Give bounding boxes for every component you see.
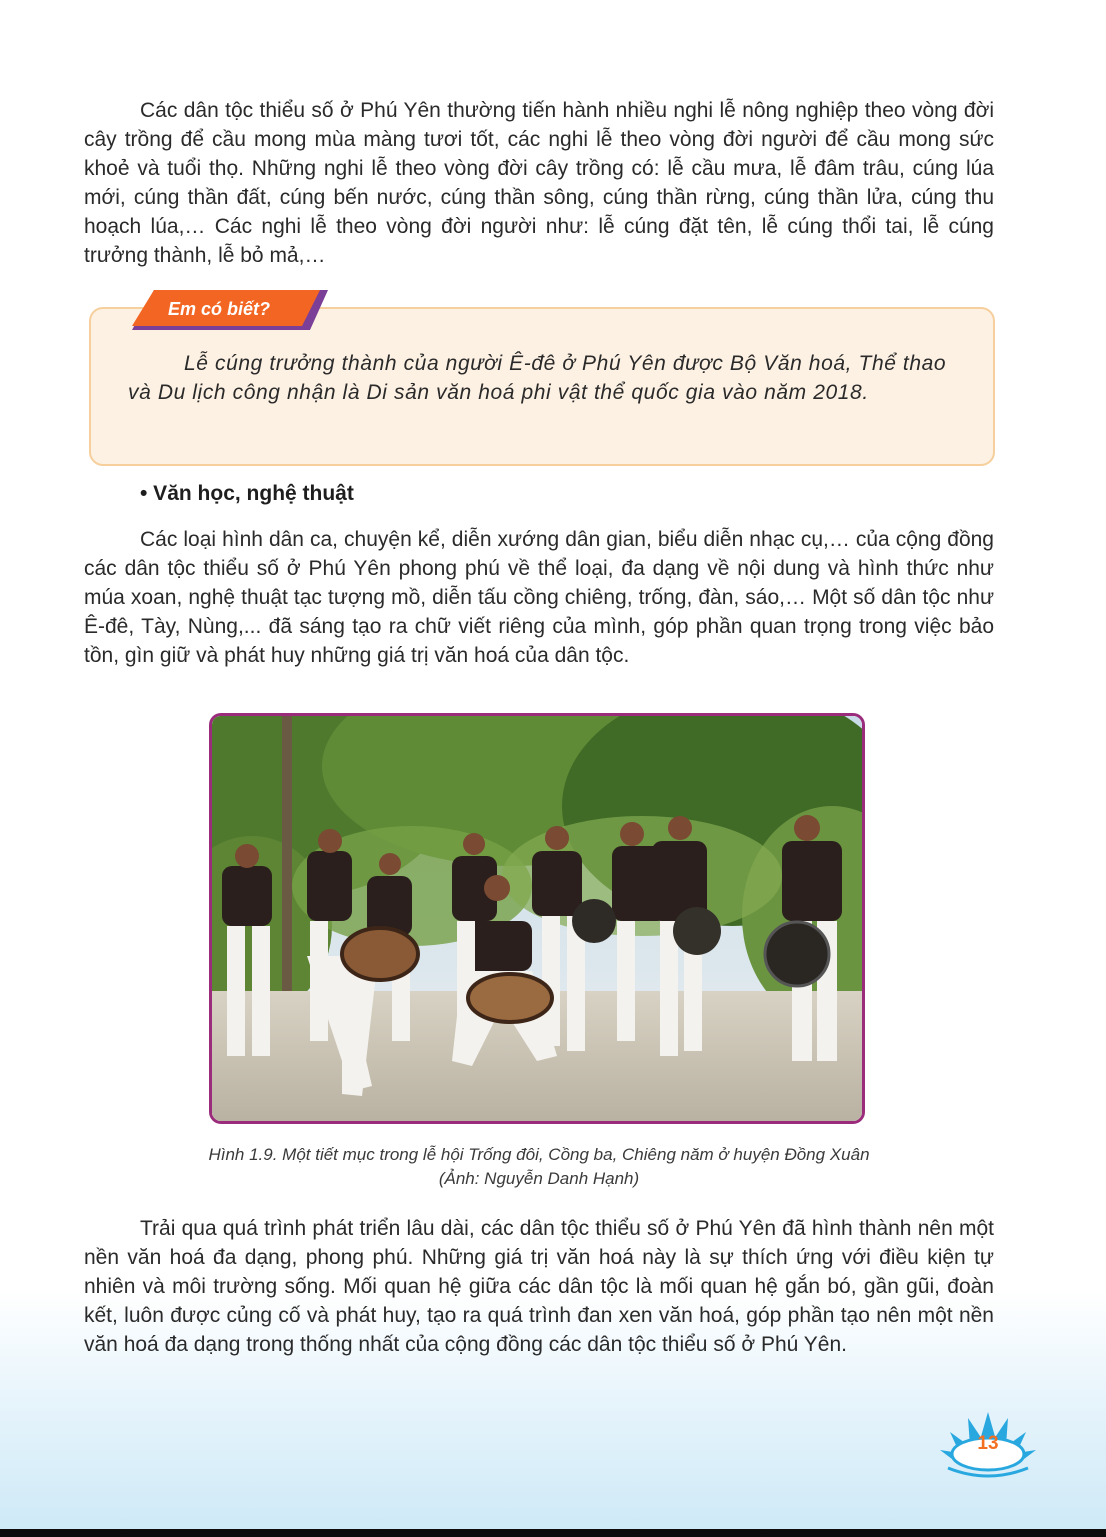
- intro-paragraph: Các dân tộc thiểu số ở Phú Yên thường tiến hành nhiều nghi lễ nông nghiệp theo vòng đời cây trồng để cầu mong mùa màng tươi tốt, các nghi lễ theo vòng đời người để cầu mong sức khoẻ và tuổi thọ. Những nghi lễ theo vòng đời cây trồng có: lễ cầu mưa, lễ đâm trâu, cúng lúa mới, cúng thần đất, cúng bến nước, cúng thần sông, cúng thần rừng, cúng thần lửa, cúng thu hoạch lúa,… Các nghi lễ theo vòng đời người như: lễ cúng đặt tên, lễ cúng thổi tai, lễ cúng trưởng thành, lễ bỏ mả,…: [84, 99, 994, 267]
- conclusion-paragraph: Trải qua quá trình phát triển lâu dài, các dân tộc thiểu số ở Phú Yên đã hình thành nên một nền văn hoá đa dạng, phong phú. Những giá trị văn hoá này là sự thích ứng với điều kiện tự nhiên và môi trường sống. Mối quan hệ giữa các dân tộc là mối quan hệ gắn bó, gần gũi, đoàn kết, luôn được củng cố và phát huy, tạo ra quá trình đan xen văn hoá, góp phần tạo nên một nền văn hoá đa dạng trong thống nhất của cộng đồng các dân tộc thiểu số ở Phú Yên.: [84, 1217, 994, 1356]
- callout-label: Em có biết?: [168, 299, 271, 319]
- did-you-know-tab: [132, 290, 328, 330]
- photo-credit: (Ảnh: Nguyễn Danh Hạnh): [438, 1169, 640, 1188]
- page-number: 13: [977, 1433, 999, 1454]
- figure-caption: Hình 1.9. Một tiết mục trong lễ hội Trống đôi, Cồng ba, Chiêng năm ở huyện Đồng Xuân: [208, 1145, 870, 1164]
- festival-photo: [209, 713, 865, 1124]
- bottom-edge: [0, 1529, 1106, 1537]
- callout-text: Lễ cúng trưởng thành của người Ê-đê ở Phú Yên được Bộ Văn hoá, Thể thao và Du lịch công nhận là Di sản văn hoá phi vật thể quốc gia vào năm 2018.: [128, 352, 947, 404]
- section-heading: • Văn học, nghệ thuật: [140, 482, 354, 505]
- page-number-badge: [938, 1410, 1038, 1482]
- literature-paragraph: Các loại hình dân ca, chuyện kể, diễn xướng dân gian, biểu diễn nhạc cụ,… của cộng đồng các dân tộc thiểu số ở Phú Yên phong phú về thể loại, đa dạng về nội dung và hình thức như múa xoan, nghệ thuật tạc tượng mồ, diễn tấu cồng chiêng, trống, đàn, sáo,… Một số dân tộc như Ê-đê, Tày, Nùng,... đã sáng tạo ra chữ viết riêng của mình, góp phần quan trọng trong việc bảo tồn, gìn giữ và phát huy những giá trị văn hoá của dân tộc.: [84, 528, 994, 667]
